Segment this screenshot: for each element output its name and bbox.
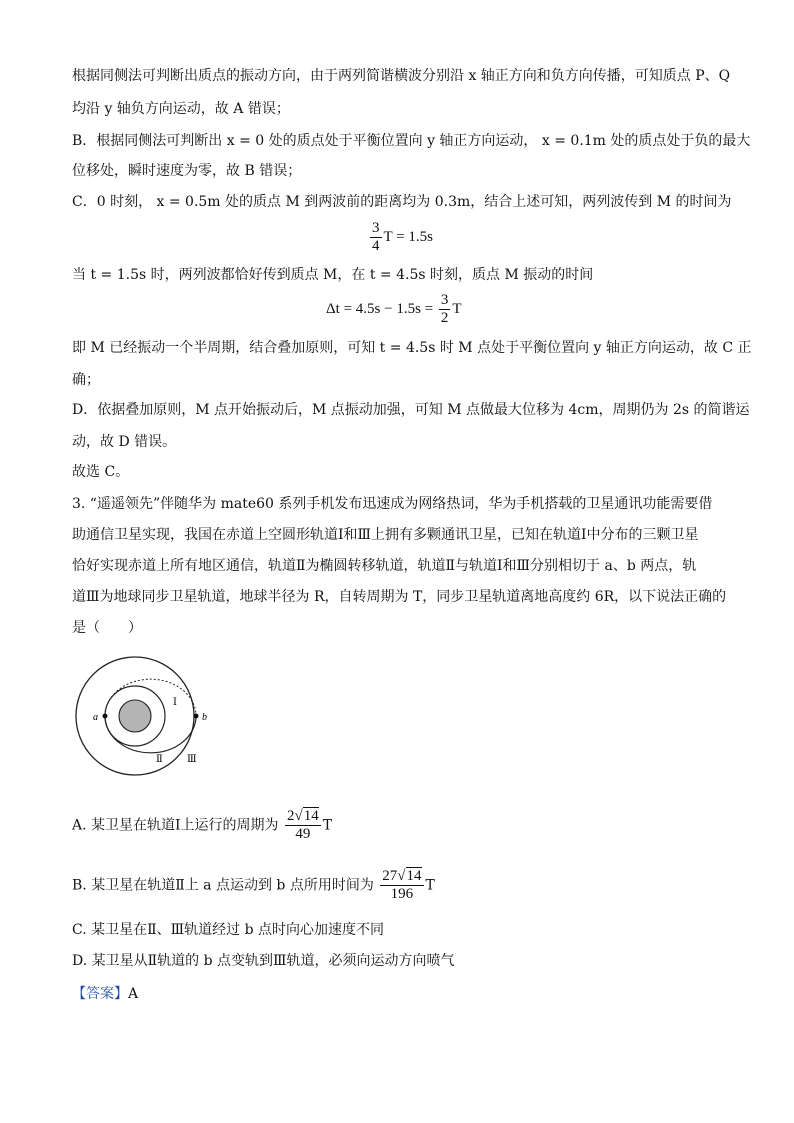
- answer-label: 【答案】: [72, 986, 128, 1002]
- equation-arrival-time: $\frac{3}{4}$ T = 1.5s: [372, 220, 433, 254]
- label-orbit-iii: Ⅲ: [187, 754, 197, 765]
- equation-vibration-time: Δt = 4.5s − 1.5s = $\frac{3}{2}$ T: [326, 292, 462, 326]
- answer-value: A: [128, 986, 139, 1002]
- point-a: [103, 714, 108, 719]
- fraction: $\frac{2√14}{49}$: [287, 808, 319, 842]
- text-line: C．0 时刻， x = 0.5m 处的质点 M 到两波前的距离均为 0.3m，结合上述可知，两列波传到 M 的时间为: [72, 194, 732, 210]
- earth: [119, 700, 151, 732]
- question-line: 助通信卫星实现，我国在赤道上空圆形轨道Ⅰ和Ⅲ上拥有多颗通讯卫星，已知在轨道Ⅰ中分布的三颗卫星: [72, 527, 699, 543]
- label-a: a: [93, 712, 98, 723]
- question-line: 恰好实现赤道上所有地区通信，轨道Ⅱ为椭圆转移轨道，轨道Ⅱ与轨道Ⅰ和Ⅲ分别相切于 a、b 两点，轨: [72, 558, 697, 574]
- fraction: $\frac{3}{4}$: [372, 220, 380, 254]
- text-line: 位移处，瞬时速度为零，故 B 错误；: [72, 163, 302, 179]
- option-a[interactable]: A. 某卫星在轨道Ⅰ上运行的周期为 $\frac{2√14}{49}$ T: [72, 808, 333, 842]
- text-line: 确；: [72, 372, 100, 388]
- label-orbit-i: Ⅰ: [173, 697, 177, 708]
- question-line: 是（ ）: [72, 620, 142, 636]
- label-orbit-ii: Ⅱ: [156, 754, 163, 765]
- text-line: 当 t = 1.5s 时，两列波都恰好传到质点 M，在 t = 4.5s 时刻，质点 M 振动的时间: [72, 267, 594, 283]
- question-line: 道Ⅲ为地球同步卫星轨道，地球半径为 R，自转周期为 T，同步卫星轨道离地高度约 6R，以下说法正确的: [72, 589, 727, 605]
- fraction: $\frac{3}{2}$: [440, 292, 449, 326]
- text-line: 动，故 D 错误。: [72, 434, 177, 450]
- text-line: B．根据同侧法可判断出 x = 0 处的质点处于平衡位置向 y 轴正方向运动， x = 0.1m 处的质点处于负的最大: [72, 133, 751, 149]
- option-c[interactable]: C. 某卫星在Ⅱ、Ⅲ轨道经过 b 点时向心加速度不同: [72, 922, 384, 938]
- orbit-diagram: [72, 656, 222, 776]
- text-line: D．依据叠加原则，M 点开始振动后，M 点振动加强，可知 M 点做最大位移为 4cm，周期仍为 2s 的简谐运: [72, 402, 750, 418]
- text-line: 即 M 已经振动一个半周期，结合叠加原则，可知 t = 4.5s 时 M 点处于平衡位置向 y 轴正方向运动，故 C 正: [72, 340, 752, 356]
- text-line: 故选 C。: [72, 464, 130, 480]
- question-line: 3. “遥遥领先”伴随华为 mate60 系列手机发布迅速成为网络热词，华为手机搭载的卫星通讯功能需要借: [72, 496, 713, 512]
- text-line: 均沿 y 轴负方向运动，故 A 错误；: [72, 101, 290, 117]
- fraction: $\frac{27√14}{196}$: [382, 868, 422, 902]
- option-d[interactable]: D. 某卫星从Ⅱ轨道的 b 点变轨到Ⅲ轨道，必须向运动方向喷气: [72, 953, 455, 969]
- text-line: 根据同侧法可判断出质点的振动方向，由于两列简谐横波分别沿 x 轴正方向和负方向传播，可知质点 P、Q: [72, 68, 731, 84]
- answer: [72, 984, 138, 1004]
- point-b: [194, 714, 199, 719]
- label-b: b: [202, 712, 207, 723]
- option-b[interactable]: B. 某卫星在轨道Ⅱ上 a 点运动到 b 点所用时间为 $\frac{27√14}{196}$ T: [72, 868, 435, 902]
